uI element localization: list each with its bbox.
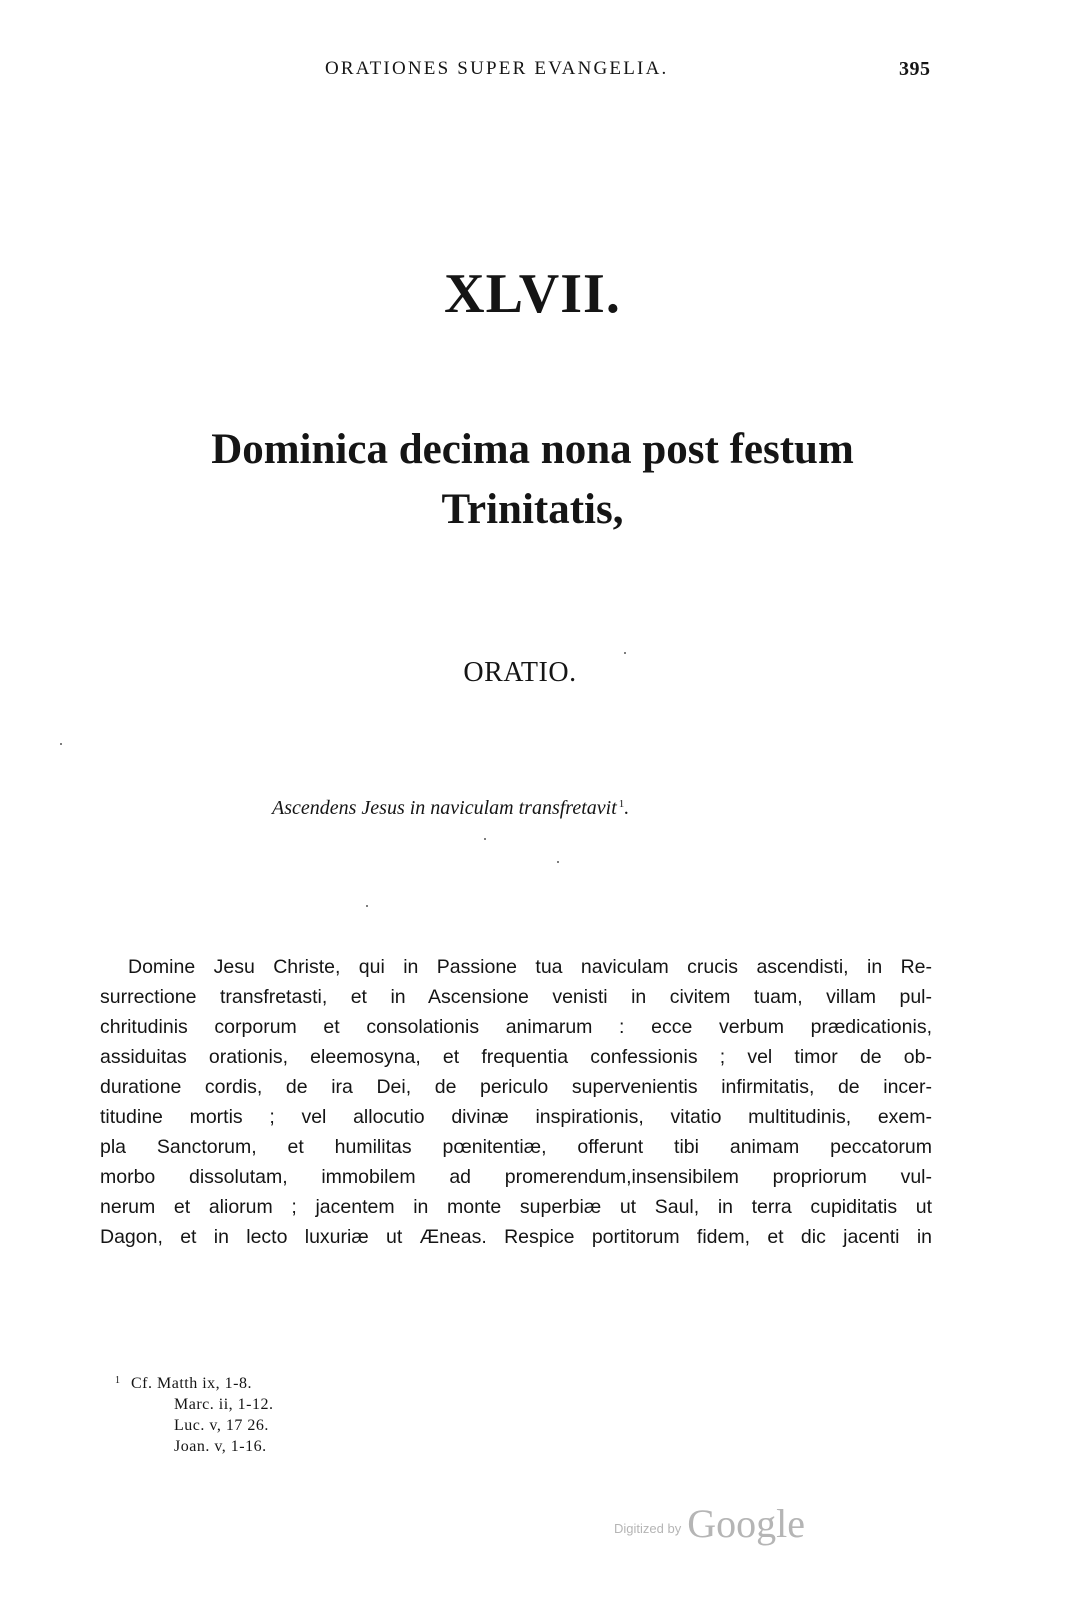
footnote-row	[115, 1436, 273, 1457]
print-speck	[366, 905, 368, 907]
footnote-row	[115, 1394, 273, 1415]
section-heading: ORATIO.	[463, 657, 577, 688]
watermark-brand: Google	[687, 1501, 805, 1546]
watermark-prefix: Digitized by	[614, 1521, 682, 1536]
chapter-title	[0, 420, 1065, 540]
footnote-ref: Cf. Matth ix, 1-8.	[131, 1375, 252, 1392]
footnote-ref: Joan. v, 1-16.	[174, 1438, 267, 1455]
paragraph-line: titudine mortis ; vel allocutio divinæ inspirationis, vitatio multitudinis, exem-	[100, 1106, 932, 1128]
page-number: 395	[899, 58, 931, 80]
chapter-title-line: Trinitatis,	[441, 486, 624, 533]
footnotes	[115, 1370, 273, 1457]
footnote-mark: 1	[115, 1375, 121, 1386]
print-speck	[484, 838, 486, 840]
prayer-paragraph	[100, 952, 932, 1252]
paragraph-line: surrectione transfretasti, et in Ascensione venisti in civitem tuam, villam pul-	[100, 986, 932, 1008]
print-speck	[624, 652, 626, 654]
running-header	[0, 58, 1065, 88]
paragraph-line: assiduitas orationis, eleemosyna, et frequentia confessionis ; vel timor de ob-	[100, 1046, 932, 1068]
digitized-watermark	[614, 1500, 805, 1547]
epigraph-end: .	[624, 797, 630, 819]
epigraph-footnote-ref: 1	[618, 798, 625, 810]
epigraph-text: Ascendens Jesus in naviculam transfretavit	[272, 797, 617, 819]
running-title: ORATIONES SUPER EVANGELIA.	[325, 58, 669, 79]
chapter-title-line: Dominica decima nona post festum	[211, 426, 854, 473]
footnote-ref: Marc. ii, 1-12.	[174, 1396, 274, 1413]
footnote-ref: Luc. v, 17 26.	[174, 1417, 269, 1434]
print-speck	[60, 743, 62, 745]
paragraph-line: Dagon, et in lecto luxuriæ ut Æneas. Respice portitorum fidem, et dic jacenti in	[100, 1226, 932, 1248]
paragraph-line: chritudinis corporum et consolationis animarum : ecce verbum prædicationis,	[100, 1016, 932, 1038]
epigraph	[272, 797, 629, 820]
chapter-number: XLVII.	[444, 263, 621, 325]
paragraph-line: pla Sanctorum, et humilitas pœnitentiæ, offerunt tibi animam peccatorum	[100, 1136, 932, 1158]
paragraph-line: morbo dissolutam, immobilem ad promerendum,insensibilem propriorum vul-	[100, 1166, 932, 1188]
print-speck	[557, 861, 559, 863]
footnote-row	[115, 1415, 273, 1436]
footnote-row	[115, 1370, 273, 1394]
paragraph-line: Domine Jesu Christe, qui in Passione tua naviculam crucis ascendisti, in Re-	[128, 956, 932, 978]
paragraph-line: nerum et aliorum ; jacentem in monte superbiæ ut Saul, in terra cupiditatis ut	[100, 1196, 932, 1218]
paragraph-line: duratione cordis, de ira Dei, de periculo supervenientis infirmitatis, de incer-	[100, 1076, 932, 1098]
